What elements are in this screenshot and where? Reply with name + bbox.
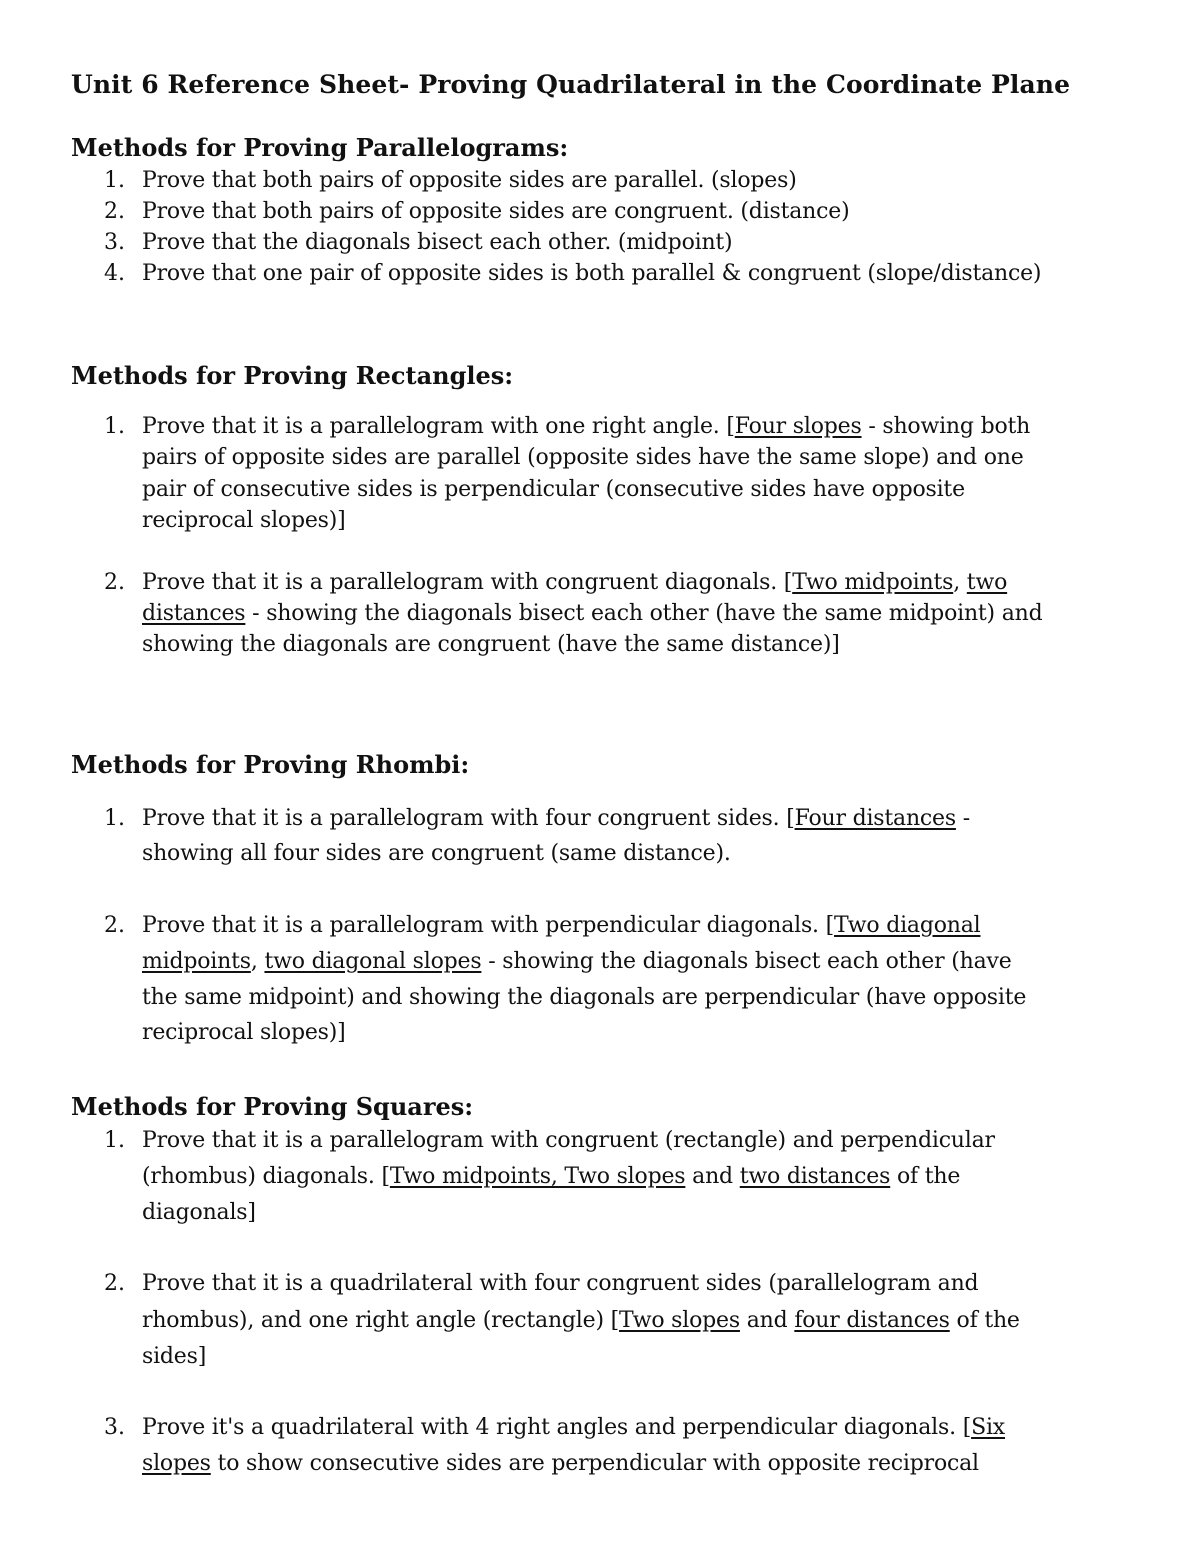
list-item: Prove that the diagonals bisect each other. (midpoint) xyxy=(142,230,733,255)
list-number: 4. xyxy=(104,261,125,286)
heading-parallelograms: Methods for Proving Parallelograms: xyxy=(71,133,569,162)
list-number: 3. xyxy=(104,230,125,255)
list-item-line: slopes to show consecutive sides are perpendicular with opposite reciprocal xyxy=(142,1451,979,1476)
list-number: 1. xyxy=(104,806,125,831)
list-item-line: distances - showing the diagonals bisect each other (have the same midpoint) and xyxy=(142,601,1043,626)
list-item-line: Prove that it is a parallelogram with four congruent sides. [Four distances - xyxy=(142,806,970,831)
list-item-line: Prove that it is a parallelogram with congruent (rectangle) and perpendicular xyxy=(142,1128,995,1153)
list-item-line: pairs of opposite sides are parallel (opposite sides have the same slope) and one xyxy=(142,445,1024,470)
list-number: 2. xyxy=(104,913,125,938)
list-item-line: Prove that it is a parallelogram with perpendicular diagonals. [Two diagonal xyxy=(142,913,981,938)
list-number: 1. xyxy=(104,414,125,439)
list-item-line: reciprocal slopes)] xyxy=(142,508,346,533)
list-item-line: the same midpoint) and showing the diagonals are perpendicular (have opposite xyxy=(142,985,1027,1010)
list-item-line: Prove that it is a parallelogram with congruent diagonals. [Two midpoints, two xyxy=(142,570,1008,595)
list-item-line: midpoints, two diagonal slopes - showing the diagonals bisect each other (have xyxy=(142,949,1012,974)
list-number: 2. xyxy=(104,1271,125,1296)
list-item-line: reciprocal slopes)] xyxy=(142,1020,346,1045)
list-item-line: (rhombus) diagonals. [Two midpoints, Two slopes and two distances of the xyxy=(142,1164,961,1189)
list-item-line: diagonals] xyxy=(142,1200,256,1225)
list-number: 1. xyxy=(104,1128,125,1153)
list-item-line: showing the diagonals are congruent (have the same distance)] xyxy=(142,632,840,657)
list-item-line: sides] xyxy=(142,1344,207,1369)
list-item-line: Prove that it is a quadrilateral with four congruent sides (parallelogram and xyxy=(142,1271,979,1296)
list-item: Prove that both pairs of opposite sides are congruent. (distance) xyxy=(142,199,850,224)
list-item: Prove that one pair of opposite sides is both parallel & congruent (slope/distance) xyxy=(142,261,1042,286)
list-number: 2. xyxy=(104,570,125,595)
list-item-line: rhombus), and one right angle (rectangle) [Two slopes and four distances of the xyxy=(142,1308,1020,1333)
heading-rectangles: Methods for Proving Rectangles: xyxy=(71,361,514,390)
list-number: 1. xyxy=(104,168,125,193)
list-item-line: Prove that it is a parallelogram with one right angle. [Four slopes - showing both xyxy=(142,414,1031,439)
list-item-line: showing all four sides are congruent (same distance). xyxy=(142,841,731,866)
list-item: Prove that both pairs of opposite sides are parallel. (slopes) xyxy=(142,168,797,193)
list-number: 2. xyxy=(104,199,125,224)
list-item-line: pair of consecutive sides is perpendicular (consecutive sides have opposite xyxy=(142,477,965,502)
heading-rhombi: Methods for Proving Rhombi: xyxy=(71,750,470,779)
heading-squares: Methods for Proving Squares: xyxy=(71,1092,474,1121)
list-item-line: Prove it's a quadrilateral with 4 right angles and perpendicular diagonals. [Six xyxy=(142,1415,1005,1440)
list-number: 3. xyxy=(104,1415,125,1440)
page-title: Unit 6 Reference Sheet- Proving Quadrilateral in the Coordinate Plane xyxy=(71,70,1071,99)
